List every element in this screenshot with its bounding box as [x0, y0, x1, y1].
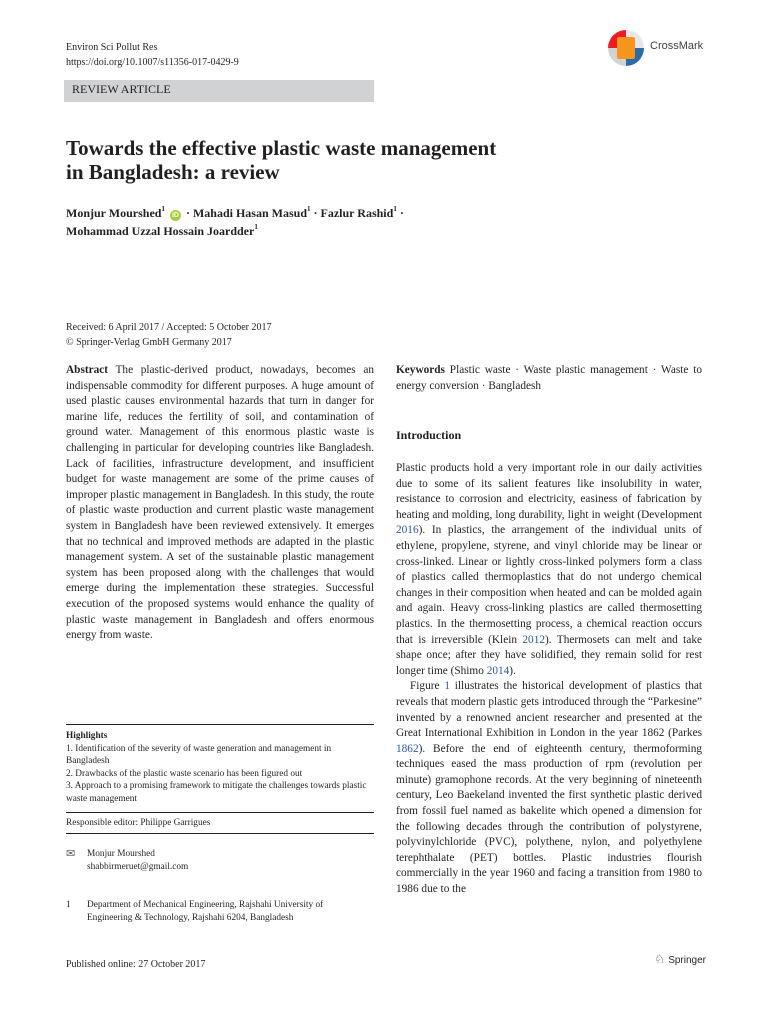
keywords-label: Keywords [396, 364, 445, 376]
author-list [66, 204, 686, 240]
author-3[interactable]: Fazlur Rashid [320, 206, 394, 220]
envelope-icon: ✉ [66, 848, 76, 860]
intro-text: Plastic products hold a very important role in our daily activities due to some of its salient features like insolubility in water, resistance to corrosion and electricity, easiness of fabrication by heating and molding, long durability, light in weight (Development [396, 462, 702, 521]
article-dates [66, 320, 272, 350]
highlights-box [66, 730, 374, 806]
intro-text: ). In plastics, the arrangement of the individual units of ethylene, propylene, styrene, and vinyl chloride may be linear or cross-linked. Linear or lightly cross-linked polymers form a class of plastics called thermoplastics that do not undergo chemical changes in their composition when heated and can be molded again and again. Heavy cross-linking plastics are called thermosetting plastics. In the thermosetting process, a chemical reaction occurs that is irreversible (Klein [396, 524, 702, 646]
affiliation [87, 899, 377, 924]
article-title [66, 136, 706, 184]
introduction-heading: Introduction [396, 428, 462, 442]
intro-text: ). [509, 664, 516, 677]
crossmark-bookmark-icon [617, 37, 635, 59]
springer-horse-icon: ♘ [654, 952, 666, 966]
title-line-2: in Bangladesh: a review [66, 160, 280, 184]
keywords-text: Plastic waste · Waste plastic management · Waste to energy conversion · Bangladesh [396, 364, 702, 392]
published-online: Published online: 27 October 2017 [66, 959, 206, 970]
intro-text: illustrates the historical development of plastics that reveals that modern plastic gets introduced through the “Parkesine” invented by a renowned ancient researcher and presented at the Great International Exhibition in London in the year 1862 (Parkes [396, 680, 702, 740]
corresponding-email[interactable]: shabbirmeruet@gmail.com [87, 861, 189, 872]
journal-name: Environ Sci Pollut Res [66, 42, 158, 53]
author-2[interactable]: Mahadi Hasan Masud [192, 206, 307, 220]
intro-text: ). Thermosets can melt and take shape once; after they have solidified, they remain solid for rest longer time (Shimo [396, 633, 702, 677]
editor-rule [66, 833, 374, 834]
highlight-item: 3. Approach to a promising framework to mitigate the challenges towards plastic waste management [66, 781, 367, 804]
affil-mark: 1 [393, 205, 397, 213]
keywords [396, 363, 702, 394]
abstract [66, 363, 374, 644]
citation-link[interactable]: 2012 [522, 633, 545, 646]
journal-header [66, 40, 239, 70]
affil-mark: 1 [254, 223, 258, 231]
affiliation-line-1: Department of Mechanical Engineering, Rajshahi University of [87, 900, 324, 910]
author-1[interactable]: Monjur Mourshed [66, 206, 162, 220]
correspondence [87, 848, 367, 873]
publisher-name: Springer [668, 955, 706, 966]
copyright: © Springer-Verlag GmbH Germany 2017 [66, 337, 232, 348]
affil-mark: 1 [161, 205, 165, 213]
springer-logo [654, 952, 706, 966]
citation-link[interactable]: 2014 [486, 664, 510, 677]
affiliation-mark: 1 [66, 900, 71, 910]
introduction-body [396, 461, 702, 898]
responsible-editor: Responsible editor: Philippe Garrigues [66, 818, 211, 828]
author-separator: · [313, 206, 318, 220]
orcid-icon[interactable]: iD [171, 212, 179, 219]
abstract-label: Abstract [66, 364, 109, 376]
affiliation-line-2: Engineering & Technology, Rajshahi 6204, Bangladesh [87, 912, 294, 923]
title-line-1: Towards the effective plastic waste management [66, 136, 497, 160]
author-separator: · [399, 206, 404, 220]
citation-link[interactable]: 2016 [396, 524, 419, 537]
crossmark-badge[interactable] [608, 30, 738, 70]
intro-paragraph-2 [396, 679, 702, 897]
abstract-text: The plastic-derived product, nowadays, becomes an indispensable commodity for different purposes. A huge amount of used plastic causes environmental hazards that turn in danger for marine life, reduces the fertility of soil, and contamination of ground water. Management of this enormous plastic waste is challenging in particular for developing countries like Bangladesh. Lack of facilities, infrastructure development, and insufficient budget for waste management are some of the prime causes of improper plastic management in Bangladesh. In this study, the route of plastic waste production and current plastic waste management system in Bangladesh have been reviewed extensively. It emerges that no technical and improved methods are adapted in the plastic management system. A set of the sustainable plastic management system has been proposed along with the challenges that would emerge during the implementation these strategies. Successful execution of the proposed systems would enhance the quality of plastic waste management in Bangladesh and offers enormous energy from waste. [66, 364, 375, 642]
intro-text: Figure [410, 680, 445, 693]
intro-paragraph-1 [396, 461, 702, 679]
intro-text: ). Before the end of eighteenth century, thermoforming techniques eased the mass production of rpm (revolution per minute) gramophone records. At the very beginning of nineteenth century, Leo Baekeland invented the first synthetic plastic derived from fossil fuel named as bakelite which opened a dimension for the following decades through the contribution of polystyrene, polyvinylchloride (PVC), polythene, nylon, and polyethylene terephthalate (PET) bottles. Plastic industries flourish commercially in the year 1960 and facing a transition from 1980 to 1986 due to the [396, 742, 702, 896]
citation-link[interactable]: 1862 [396, 742, 419, 755]
doi-link[interactable]: https://doi.org/10.1007/s11356-017-0429-9 [66, 57, 239, 68]
highlights-heading: Highlights [66, 731, 108, 741]
highlights-top-rule [66, 724, 374, 725]
highlights-bottom-rule [66, 812, 374, 813]
affil-mark: 1 [307, 205, 311, 213]
article-type-banner: REVIEW ARTICLE [64, 80, 374, 102]
highlight-item: 2. Drawbacks of the plastic waste scenario has been figured out [66, 768, 303, 779]
highlight-item: 1. Identification of the severity of waste generation and management in Bangladesh [66, 743, 332, 767]
author-4[interactable]: Mohammad Uzzal Hossain Joardder [66, 224, 255, 238]
corresponding-author: Monjur Mourshed [87, 849, 155, 859]
figure-link[interactable]: 1 [444, 680, 450, 693]
crossmark-label: CrossMark [650, 40, 704, 52]
author-separator: · [185, 206, 190, 220]
received-accepted: Received: 6 April 2017 / Accepted: 5 October 2017 [66, 322, 272, 333]
